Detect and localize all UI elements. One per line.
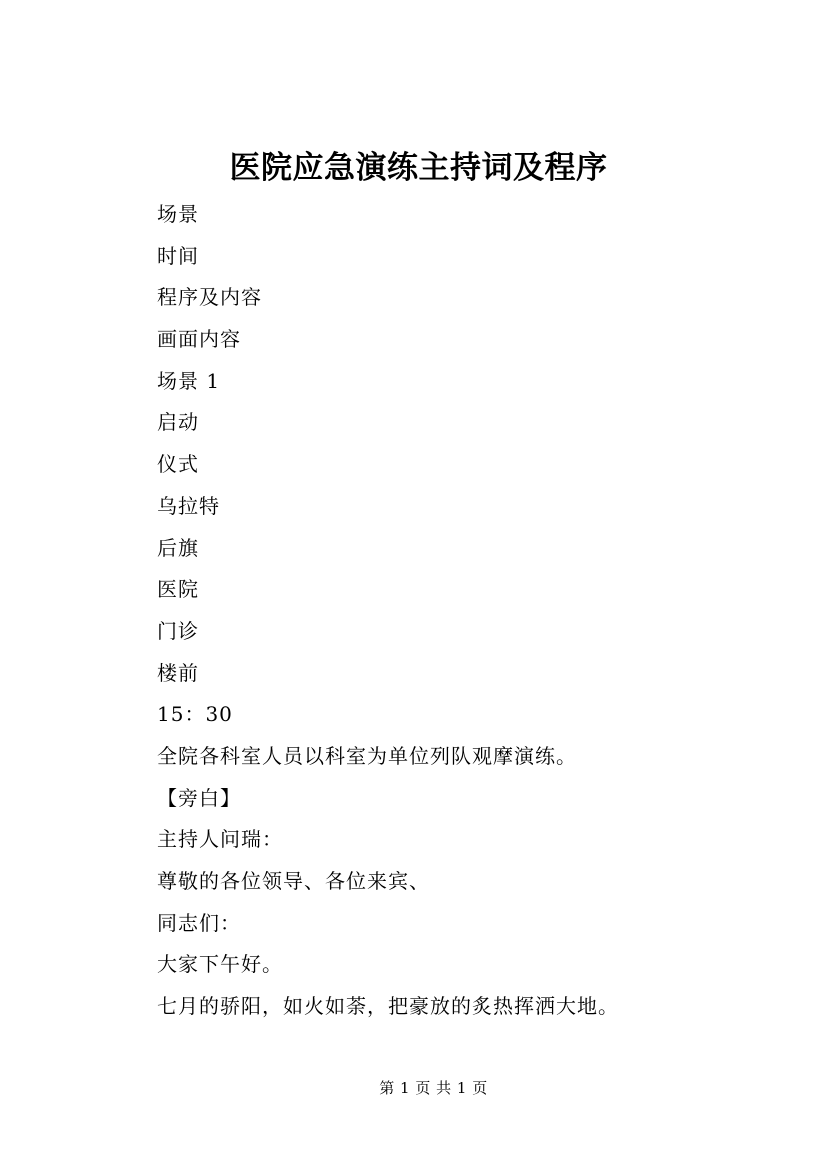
document-title: 医院应急演练主持词及程序 [229, 150, 608, 186]
text-line: 楼前 [157, 660, 199, 685]
text-line: 启动 [157, 410, 199, 435]
text-line: 场景 [157, 202, 199, 226]
text-line: 仪式 [157, 452, 199, 477]
text-line: 尊敬的各位领导、各位来宾、 [157, 869, 430, 893]
text-line: 同志们： [157, 910, 241, 935]
page-footer: 第 1 页 共 1 页 [379, 1079, 488, 1097]
text-line: 后旗 [157, 535, 199, 560]
text-line: 画面内容 [157, 327, 241, 352]
text-line: 医院 [157, 577, 199, 602]
text-line: 全院各科室人员以科室为单位列队观摩演练。 [157, 743, 577, 768]
text-line: 门诊 [157, 618, 199, 643]
text-line: 15：30 [157, 702, 233, 727]
text-line: 时间 [157, 243, 199, 268]
text-line: 主持人问瑞： [157, 827, 283, 852]
text-line: 【旁白】 [157, 785, 241, 810]
text-line: 乌拉特 [157, 493, 220, 518]
text-line: 大家下午好。 [157, 952, 283, 977]
text-line: 七月的骄阳，如火如荼，把豪放的炙热挥洒大地。 [157, 994, 619, 1019]
document-body [157, 196, 717, 1030]
text-line: 场景 1 [157, 368, 221, 393]
text-line: 程序及内容 [157, 285, 262, 310]
